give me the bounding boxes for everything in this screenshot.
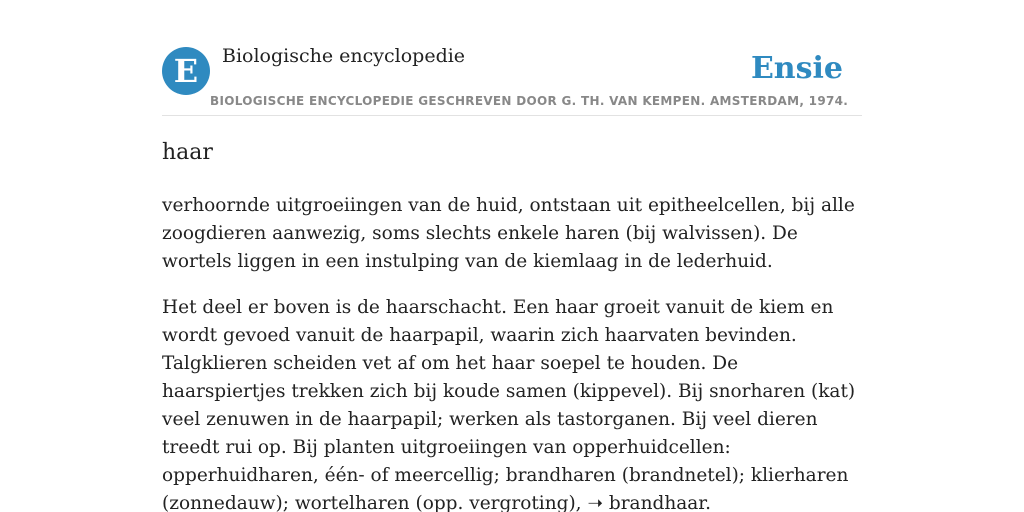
entry-paragraph-2 bbox=[162, 294, 862, 512]
see-also-link-brandhaar[interactable]: brandhaar bbox=[608, 493, 706, 512]
ensie-brand-link[interactable]: Ensie bbox=[750, 51, 843, 86]
see-also-end: . bbox=[705, 493, 712, 512]
encyclopedia-title-link[interactable]: Biologische encyclopedie bbox=[222, 45, 466, 67]
entry-title: haar bbox=[162, 140, 213, 165]
encyclopedia-subtitle: BIOLOGISCHE ENCYCLOPEDIE GESCHREVEN DOOR G. TH. VAN KEMPEN. AMSTERDAM, 1974. bbox=[210, 94, 849, 108]
entry-paragraph-2-text: Het deel er boven is de haarschacht. Een haar groeit vanuit de kiem en wordt gevoed vanuit de haarpapil, waarin zich haarvaten bevinden. Talgklieren scheiden vet af om het haar soepel te houden. De haarspiertjes trekken zich bij koude samen (kippevel). Bij snorharen (kat) veel zenuwen in de haarpapil; werken als tastorganen. Bij veel dieren treedt rui op. Bij planten uitgroeiingen van opperhuidcellen: opperhuidharen, één- of meercellig; brandharen (brandnetel); klierharen (zonnedauw); wortelharen (opp. vergroting), bbox=[162, 297, 856, 512]
entry-paragraph-1: verhoornde uitgroeiingen van de huid, ontstaan uit epitheelcellen, bij alle zoogdieren aanwezig, soms slechts enkele haren (bij walvissen). De wortels liggen in een instulping van de kiemlaag in de lederhuid. bbox=[162, 195, 855, 272]
see-also-arrow-icon: ➝ bbox=[587, 493, 603, 512]
encyclopedia-logo-icon[interactable]: E bbox=[162, 47, 210, 95]
header-divider bbox=[162, 115, 862, 116]
entry-content bbox=[162, 192, 862, 512]
